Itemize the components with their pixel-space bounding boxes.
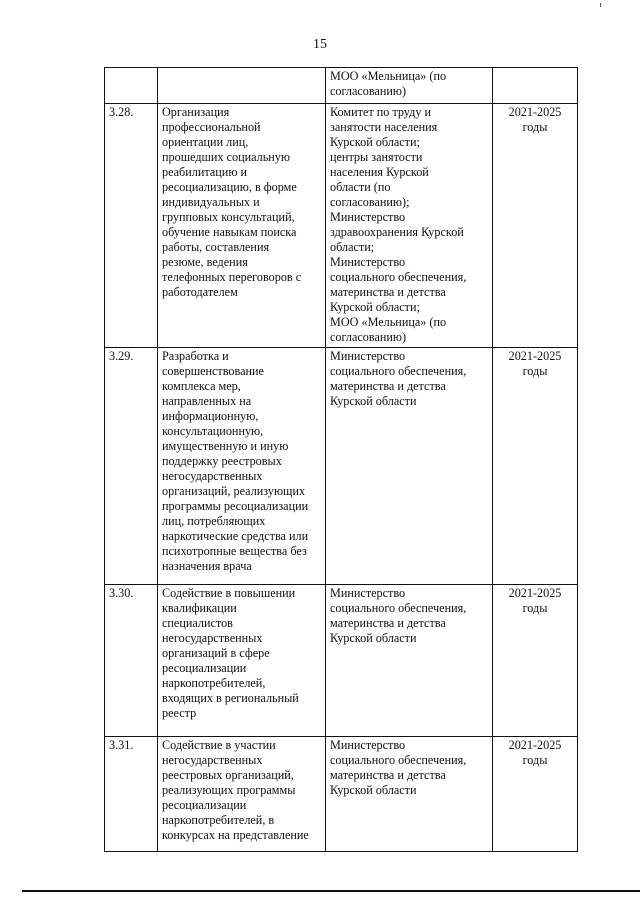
table-row [105,104,578,348]
text-line: Разработка и [162,349,229,363]
text-line: поддержку реестровых [162,454,282,468]
text-line: 2021-2025 [508,586,562,600]
text-line: годы [522,364,548,378]
action-cell [158,104,326,348]
text-line: ресоциализации [162,798,247,812]
text-line: реестровых организаций, [162,768,294,782]
text-line: согласованию); [330,195,410,209]
text-line: резюме, ведения [162,255,248,269]
text-line: Министерство [330,255,406,269]
text-line: негосударственных [162,469,263,483]
term-cell [493,104,578,348]
text-line: 2021-2025 [508,349,562,363]
text-line: ресоциализации [162,661,247,675]
text-line: МОО «Мельница» (по [330,315,447,329]
text-line: населения Курской [330,165,429,179]
text-line: психотропные вещества без [162,544,307,558]
table-row [105,348,578,585]
text-line: Содействие в повышении [162,586,296,600]
text-line: комплекса мер, [162,379,241,393]
responsible-cell [326,348,493,585]
text-line: материнства и детства [330,768,446,782]
text-line: специалистов [162,616,233,630]
text-line: годы [522,753,548,767]
action-cell [158,585,326,737]
text-line: Курской области; [330,135,420,149]
text-line: Курской области [330,783,417,797]
page-number: 15 [313,37,327,52]
text-line: 2021-2025 [508,105,562,119]
text-line: совершенствование [162,364,264,378]
text-line: лиц, потребляющих [162,514,266,528]
scan-edge-line [22,890,640,892]
text-line: Министерство [330,349,406,363]
text-line: прошедших социальную [162,150,291,164]
text-line: телефонных переговоров с [162,270,302,284]
text-line: материнства и детства [330,285,446,299]
text-line: согласованию) [330,84,407,98]
text-line: Министерство [330,586,406,600]
text-line: области; [330,240,375,254]
text-line: конкурсах на представление [162,828,309,842]
row-number [105,68,158,104]
responsible-cell [326,585,493,737]
text-line: социального обеспечения, [330,753,467,767]
text-line: входящих в региональный [162,691,299,705]
text-line: согласованию) [330,330,407,344]
text-line: наркотические средства или [162,529,309,543]
text-line: социального обеспечения, [330,270,467,284]
text-line: наркопотребителей, [162,676,266,690]
term-cell [493,68,578,104]
responsible-cell [326,737,493,852]
text-line: программы ресоциализации [162,499,309,513]
text-line: реестр [162,706,197,720]
text-line: Организация [162,105,230,119]
text-line: организаций в сфере [162,646,270,660]
term-cell [493,585,578,737]
text-line: консультационную, [162,424,264,438]
text-line: имущественную и иную [162,439,289,453]
text-line: Курской области [330,394,417,408]
responsible-cell [326,104,493,348]
table-row [105,68,578,104]
text-line: негосударственных [162,753,263,767]
term-cell [493,348,578,585]
text-line: индивидуальных и [162,195,260,209]
text-line: Курской области; [330,300,420,314]
text-line: назначения врача [162,559,252,573]
text-line: квалификации [162,601,237,615]
term-cell [493,737,578,852]
responsible-cell [326,68,493,104]
text-line: реализующих программы [162,783,296,797]
measures-table [104,67,578,852]
text-line: 2021-2025 [508,738,562,752]
text-line: организаций, реализующих [162,484,306,498]
text-line: материнства и детства [330,379,446,393]
text-line: Министерство [330,738,406,752]
text-line: работы, составления [162,240,270,254]
text-line: информационную, [162,409,259,423]
row-number: 3.28. [105,104,158,348]
text-line: занятости населения [330,120,438,134]
action-cell [158,68,326,104]
text-line: ресоциализацию, в форме [162,180,297,194]
text-line: Комитет по труду и [330,105,431,119]
text-line: Курской области [330,631,417,645]
text-line: годы [522,601,548,615]
text-line: социального обеспечения, [330,364,467,378]
table-row [105,585,578,737]
text-line: области (по [330,180,391,194]
text-line: Министерство [330,210,406,224]
row-number: 3.30. [105,585,158,737]
text-line: направленных на [162,394,252,408]
text-line: работодателем [162,285,238,299]
row-number: 3.29. [105,348,158,585]
text-line: МОО «Мельница» (по [330,69,447,83]
action-cell [158,737,326,852]
text-line: центры занятости [330,150,423,164]
text-line: Содействие в участии [162,738,276,752]
text-line: годы [522,120,548,134]
action-cell [158,348,326,585]
text-line: обучение навыкам поиска [162,225,297,239]
text-line: групповых консультаций, [162,210,295,224]
text-line: реабилитацию и [162,165,247,179]
text-line: профессиональной [162,120,261,134]
text-line: материнства и детства [330,616,446,630]
scan-mark [600,3,601,7]
text-line: здравоохранения Курской [330,225,464,239]
text-line: наркопотребителей, в [162,813,275,827]
text-line: социального обеспечения, [330,601,467,615]
table-row [105,737,578,852]
text-line: ориентации лиц, [162,135,249,149]
text-line: негосударственных [162,631,263,645]
row-number: 3.31. [105,737,158,852]
